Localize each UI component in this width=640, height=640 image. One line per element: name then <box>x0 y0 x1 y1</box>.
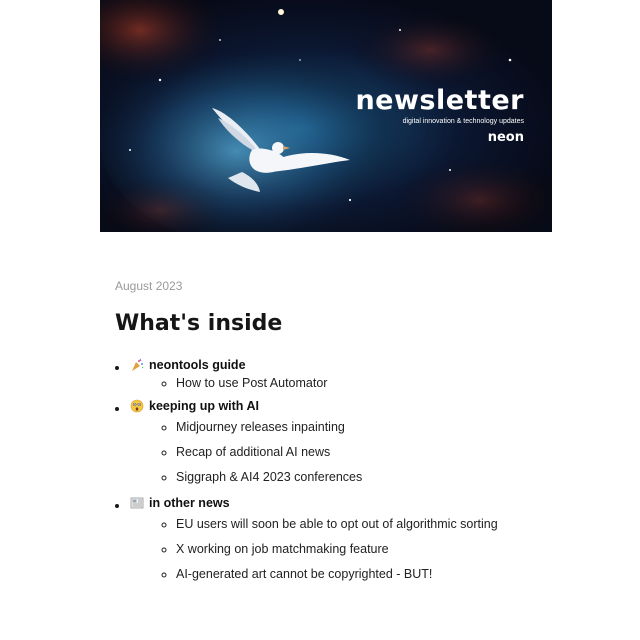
section-keeping-up-with-ai <box>130 397 595 490</box>
section-title: • keeping up with AI <box>149 399 259 413</box>
list-item: ◦ X working on job matchmaking feature <box>176 537 595 562</box>
list-item: ◦ Recap of additional AI news <box>176 440 595 465</box>
newspaper-icon <box>130 496 144 510</box>
section-items <box>130 415 595 490</box>
list-item: ◦ Siggraph & AI4 2023 conferences <box>176 465 595 490</box>
issue-date: August 2023 <box>115 279 183 293</box>
newsletter-title: newsletter <box>355 85 524 116</box>
section-in-other-news <box>130 494 595 587</box>
section-title: • neontools guide <box>149 358 246 372</box>
section-items <box>130 374 595 393</box>
party-popper-icon <box>130 358 144 372</box>
surprised-face-icon <box>130 399 144 413</box>
section-neontools-guide <box>130 356 595 393</box>
brand-name: neon <box>487 130 524 145</box>
list-item: ◦ AI-generated art cannot be copyrighted - BUT! <box>176 562 595 587</box>
contents-list <box>115 356 595 587</box>
newsletter-content <box>115 278 595 591</box>
list-item: ◦ Midjourney releases inpainting <box>176 415 595 440</box>
newsletter-tagline: digital innovation & technology updates <box>402 118 524 125</box>
brand-block <box>355 86 524 146</box>
section-items <box>130 512 595 587</box>
header-banner <box>100 0 552 232</box>
list-item: ◦ EU users will soon be able to opt out of algorithmic sorting <box>176 512 595 537</box>
page-title: What's inside <box>115 311 283 336</box>
list-item: ◦ How to use Post Automator <box>176 374 595 393</box>
section-title: • in other news <box>149 496 230 510</box>
